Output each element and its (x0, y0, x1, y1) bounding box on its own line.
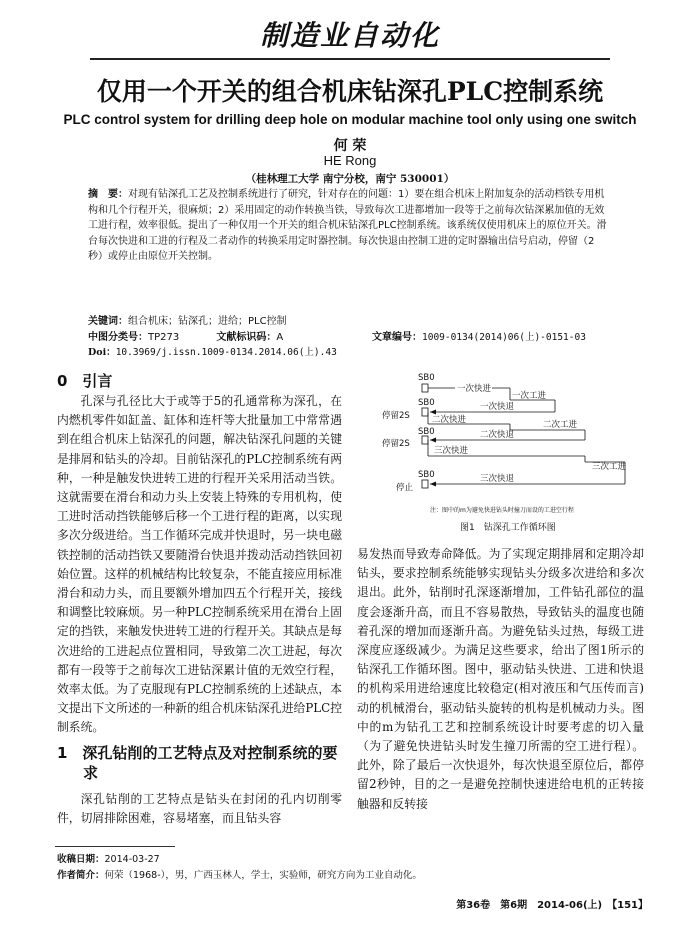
paper-title-en: PLC control system for drilling deep hole on modular machine tool only using one switch (63, 112, 637, 127)
keywords-text: 组合机床；钻深孔；进给；PLC控制 (128, 316, 287, 327)
abstract-text: 对现有钻深孔工艺及控制系统进行了研究，针对存在的问题：1）要在组合机床上附加复杂的活动档铁专用机构和几个行程开关，很麻烦；2）采用固定的动作转换当铁，导致每次工进都增加一段等于之前每次钻深累加值的无效工进行程，效率很低。提出了一种仅用一个开关的组合机床钻深孔PLC控制系统。该系统仅使用机床上的原位开关。滑台每次快进和工进的行程及二者动作的转换采用定时器控制。每次快退由控制工进的定时器输出信号启动，停留（2秒）或停止由原位开关控制。 (88, 189, 607, 262)
section-1-heading: 1 深孔钻削的工艺特点及对控制系统的要求 (57, 744, 338, 782)
paper-title: 仅用一个开关的组合机床钻深孔PLC控制系统 (96, 77, 604, 106)
page-footer: 第36卷 第6期 2014-06(上) 【151】 (456, 900, 648, 911)
arrow-icon (430, 438, 436, 443)
switch-icon (422, 480, 428, 488)
arrow-icon (430, 482, 436, 487)
clc-label: 中图分类号： (88, 332, 148, 343)
fig-back1: 一次快退 (480, 402, 515, 412)
clc-value: TP273 (148, 332, 180, 343)
doi-label: Doi： (88, 347, 116, 358)
received-value: 2014-03-27 (104, 854, 160, 865)
fig-stay-1: 停留2S (382, 411, 410, 421)
received-label: 收稿日期： (57, 854, 105, 865)
article-number (372, 328, 586, 343)
journal-title: 制造业自动化 (259, 19, 440, 52)
article-no-label: 文章编号： (372, 332, 422, 343)
header-rule (90, 58, 610, 60)
fig-sb0-3: SB0 (418, 427, 435, 437)
author-bio (57, 867, 422, 881)
fig-work1: 一次工进 (512, 391, 547, 401)
affiliation: （桂林理工大学 南宁分校，南宁 530001） (245, 173, 455, 185)
left-paragraph-2: 深孔钻削的工艺特点是钻头在封闭的孔内切削零件，切屑排除困难，容易堵塞，而且钻头容 (57, 792, 342, 826)
fig-sb0-4: SB0 (418, 470, 435, 480)
fig-fast2: 二次快进 (432, 415, 467, 425)
fig-sb0-1: SB0 (418, 373, 435, 383)
doi (88, 344, 337, 358)
classification-line (88, 328, 283, 343)
switch-icon (422, 436, 428, 444)
left-paragraph-1: 孔深与孔径比大于或等于5的孔通常称为深孔，在内燃机零件如缸盖、缸体和连杆等大批量加工中常常遇到在组合机床上钻深孔的问题，解决钻深孔问题的关键是排屑和钻头的冷却。目前钻深孔的PLC控制系统有两种，一种是触发快进转工进的行程开关采用活动当铁。这就需要在滑台和动力头上安装上特殊的专用机构，使工进时活动挡铁能够后移一个工进行程的距离，以实现多次分级进给。当工作循环完成并快退时，另一块电磁铁控制的活动挡铁又要随滑台快退并拨动活动挡铁回初始位置。这样的机械结构比较复杂，不能直接应用标准滑台和动力头，而且要额外增加四五个行程开关，接线和调整比较麻烦。另一种PLC控制系统采用在滑台上固定的挡铁，来触发快进转工进的行程开关。其缺点是每次进给的工进起点位置相同，导致第二次工进起，每次都有一段等于之前每次工进钻深累计值的无效空行程，效率太低。为了克服现有PLC控制系统的上述缺点，本文提出下文所述的一种新的组合机床钻深孔进给PLC控制系统。 (57, 394, 342, 735)
fig-fast3: 三次快进 (434, 446, 469, 456)
fig-note: 注：图中的m为避免快进钻头时撞刀而设的工进空行程 (430, 507, 574, 514)
figure-1-cycle-diagram (360, 372, 650, 544)
fig-stop: 停止 (396, 483, 414, 493)
author-en: HE Rong (323, 153, 377, 168)
abstract-label: 摘 要： (88, 189, 128, 200)
received-date (57, 851, 160, 865)
fig-back2: 二次快退 (480, 430, 515, 440)
fig-work2: 二次工进 (543, 420, 578, 430)
switch-icon (422, 408, 428, 416)
doccode-value: A (276, 332, 284, 343)
figure-caption: 图1 钻深孔工作循环图 (460, 523, 556, 533)
keywords-label: 关键词： (88, 316, 128, 327)
doi-value: 10.3969/j.issn.1009-0134.2014.06(上).43 (115, 347, 337, 358)
doccode-label: 文献标识码： (216, 332, 277, 343)
keywords (88, 312, 287, 327)
fig-work3: 三次工进 (592, 462, 627, 472)
fig-stay-2: 停留2S (382, 439, 410, 449)
fig-sb0-2: SB0 (418, 398, 435, 408)
abstract (88, 187, 608, 265)
bio-label: 作者简介： (57, 870, 105, 881)
section-0-heading: 0 引言 (57, 372, 113, 390)
fig-back3: 三次快退 (480, 474, 515, 484)
article-no-value: 1009-0134(2014)06(上)-0151-03 (422, 332, 586, 343)
arrow-icon (430, 410, 436, 415)
switch-icon (422, 384, 428, 392)
author: 何 荣 (333, 138, 367, 154)
bio-value: 何荣（1968-），男，广西玉林人，学士，实验师，研究方向为工业自动化。 (104, 870, 422, 881)
fig-fast1: 一次快进 (457, 384, 492, 394)
right-paragraph-1: 易发热而导致寿命降低。为了实现定期排屑和定期冷却钻头，要求控制系统能够实现钻头分级多次进给和多次退出。此外，钻削时孔深逐渐增加，工件钻孔部位的温度会逐渐升高，而且不容易散热，导致钻头的温度也随着孔深的增加而逐渐升高。为避免钻头过热，每级工进深度应逐级减少。为满足这些要求，给出了图1所示的钻深孔工作循环图。图中，驱动钻头快进、工进和快退的机构采用进给速度比较稳定(相对液压和气压传而言)动的机械滑台，驱动钻头旋转的机构是机械动力头。图中的m为钻孔工艺和控制系统设计时要考虑的切入量（为了避免快进钻头时发生撞刀所需的空工进行程）。此外，除了最后一次快退外，每次快退至原位后，都停留2秒钟，目的之一是避免控制快速进给电机的正转接触器和反转接 (357, 547, 644, 811)
footnote-rule (55, 846, 175, 847)
